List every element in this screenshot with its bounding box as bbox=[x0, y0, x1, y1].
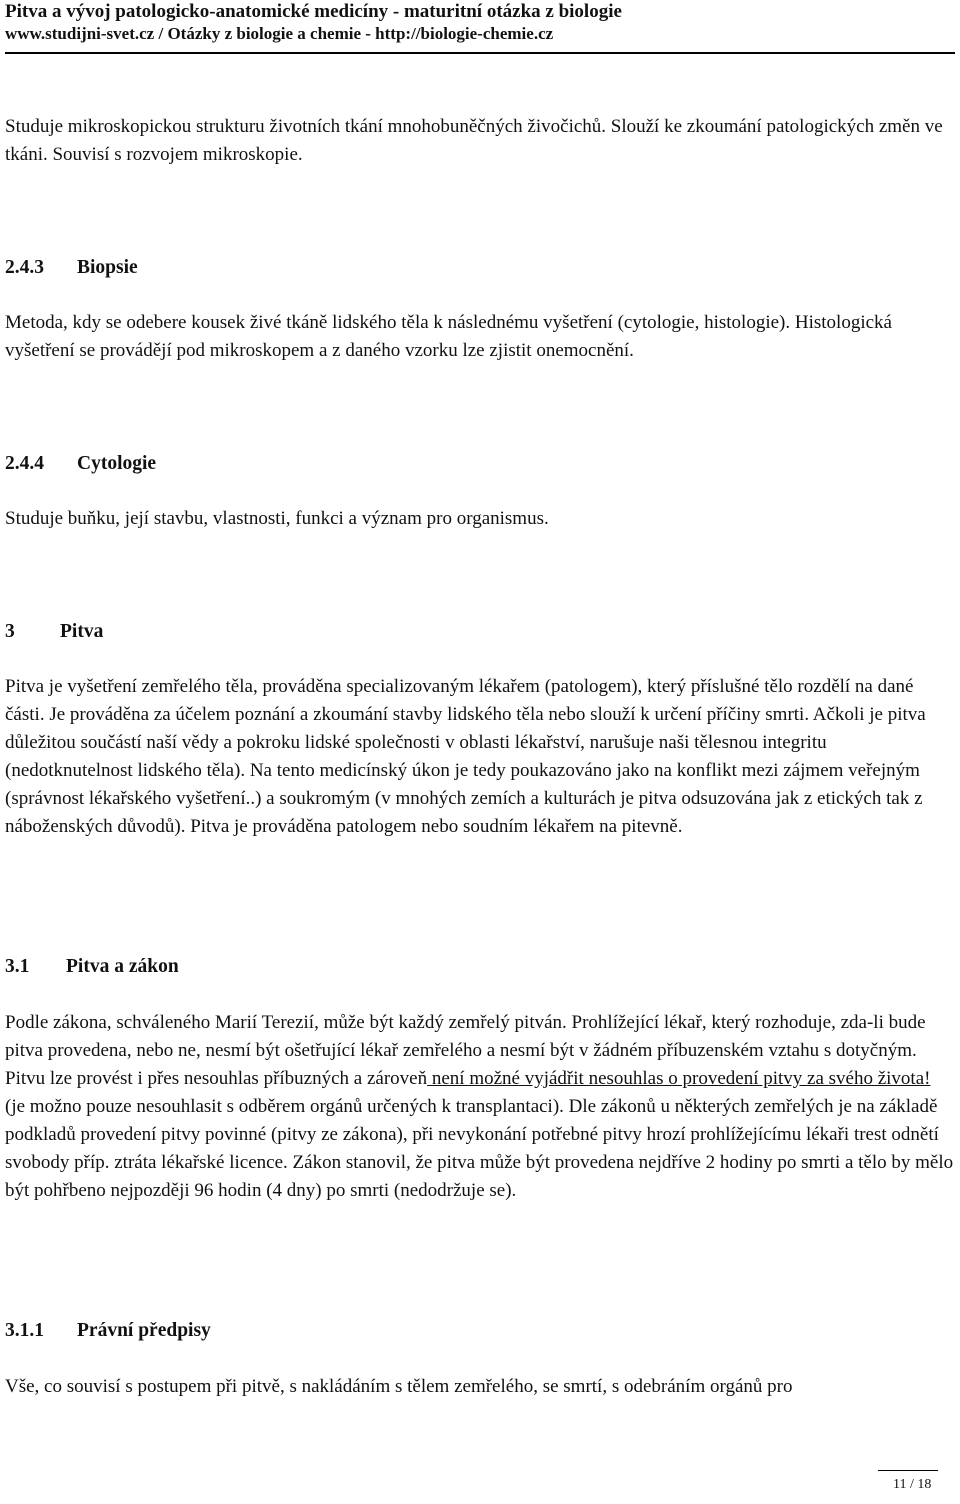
pravni-predpisy-paragraph: Vše, co souvisí s postupem při pitvě, s nakládáním s tělem zemřelého, se smrtí, s odebráním orgánů pro bbox=[5, 1376, 793, 1397]
footer-divider bbox=[878, 1470, 938, 1471]
heading-cytologie bbox=[5, 450, 156, 478]
intro-paragraph: Studuje mikroskopickou strukturu životních tkání mnohobuněčných živočichů. Slouží ke zkoumání patologických změn ve tkáni. Souvisí s rozvojem mikroskopie. bbox=[5, 116, 943, 165]
section-title: Cytologie bbox=[77, 453, 157, 474]
paragraph-text: (je možno pouze nesouhlasit s odběrem orgánů určených k transplantaci). Dle zákonů u některých zemřelých je na základě podkladů provedení pitvy povinné (pitvy ze zákona), při nevykonání potřebné pitvy hrozí prohlížejícímu lékaři trest odnětí svobody příp. ztráta lékařské licence. Zákon stanovil, že pitva může být provedena nejdříve 2 hodiny po smrti a tělo by mělo být pohřbeno nejpozději 96 hodin (4 dny) po smrti (nedodržuje se). bbox=[5, 1096, 954, 1201]
section-title: Právní předpisy bbox=[77, 1320, 211, 1341]
section-title: Biopsie bbox=[77, 257, 138, 278]
page-number: 11 / 18 bbox=[893, 1477, 932, 1492]
pitva-paragraph: Pitva je vyšetření zemřelého těla, prováděna specializovaným lékařem (patologem), který příslušné tělo rozdělí na dané části. Je prováděna za účelem poznání a zkoumání stavby lidského těla nebo slouží k určení příčiny smrti. Ačkoli je pitva důležitou součástí naší vědy a pokroku lidské společnosti v oblasti lékařství, narušuje naši tělesnou integritu (nedotknutelnost lidského těla). Na tento medicínský úkon je tedy poukazováno jako na konflikt mezi zájmem veřejným (správnost lékařského vyšetření..) a soukromým (v mnohých zemích a kulturách je pitva odsuzována jak z etických tak z náboženských důvodů). Pitva je prováděna patologem nebo soudním lékařem na pitevně. bbox=[5, 676, 926, 837]
underlined-text: není možné vyjádřit nesouhlas o provedení pitvy za svého života! bbox=[427, 1068, 931, 1089]
source-line: www.studijni-svet.cz / Otázky z biologie a chemie - http://biologie-chemie.cz bbox=[5, 24, 554, 43]
section-number: 2.4.4 bbox=[5, 453, 44, 474]
section-number: 3.1 bbox=[5, 956, 30, 977]
pitva-a-zakon-paragraph bbox=[5, 1009, 955, 1205]
section-number: 3 bbox=[5, 621, 15, 642]
heading-pitva bbox=[5, 618, 103, 646]
section-title: Pitva bbox=[60, 621, 104, 642]
heading-pitva-a-zakon bbox=[5, 953, 179, 981]
section-number: 3.1.1 bbox=[5, 1320, 44, 1341]
section-title: Pitva a zákon bbox=[66, 956, 179, 977]
page-header bbox=[5, 0, 955, 54]
heading-pravni-predpisy bbox=[5, 1317, 211, 1345]
cytologie-paragraph: Studuje buňku, její stavbu, vlastnosti, funkci a význam pro organismus. bbox=[5, 508, 549, 529]
biopsie-paragraph: Metoda, kdy se odebere kousek živé tkáně lidského těla k následnému vyšetření (cytologie, histologie). Histologická vyšetření se provádějí pod mikroskopem a z daného vzorku lze zjistit onemocnění. bbox=[5, 312, 892, 361]
heading-biopsie bbox=[5, 254, 138, 282]
document-title: Pitva a vývoj patologicko-anatomické medicíny - maturitní otázka z biologie bbox=[5, 1, 622, 22]
section-number: 2.4.3 bbox=[5, 257, 44, 278]
paragraph-text: Podle zákona, schváleného Marií Terezií, může být každý zemřelý pitván. Prohlížející lékař, který rozhoduje, zda-li bude pitva provedena, nebo ne, nesmí být ošetřující lékař zemřelého a nesmí být v žádném příbuzenském vztahu s dotyčným. Pitvu lze provést i přes nesouhlas příbuzných a zároveň bbox=[5, 1012, 926, 1089]
